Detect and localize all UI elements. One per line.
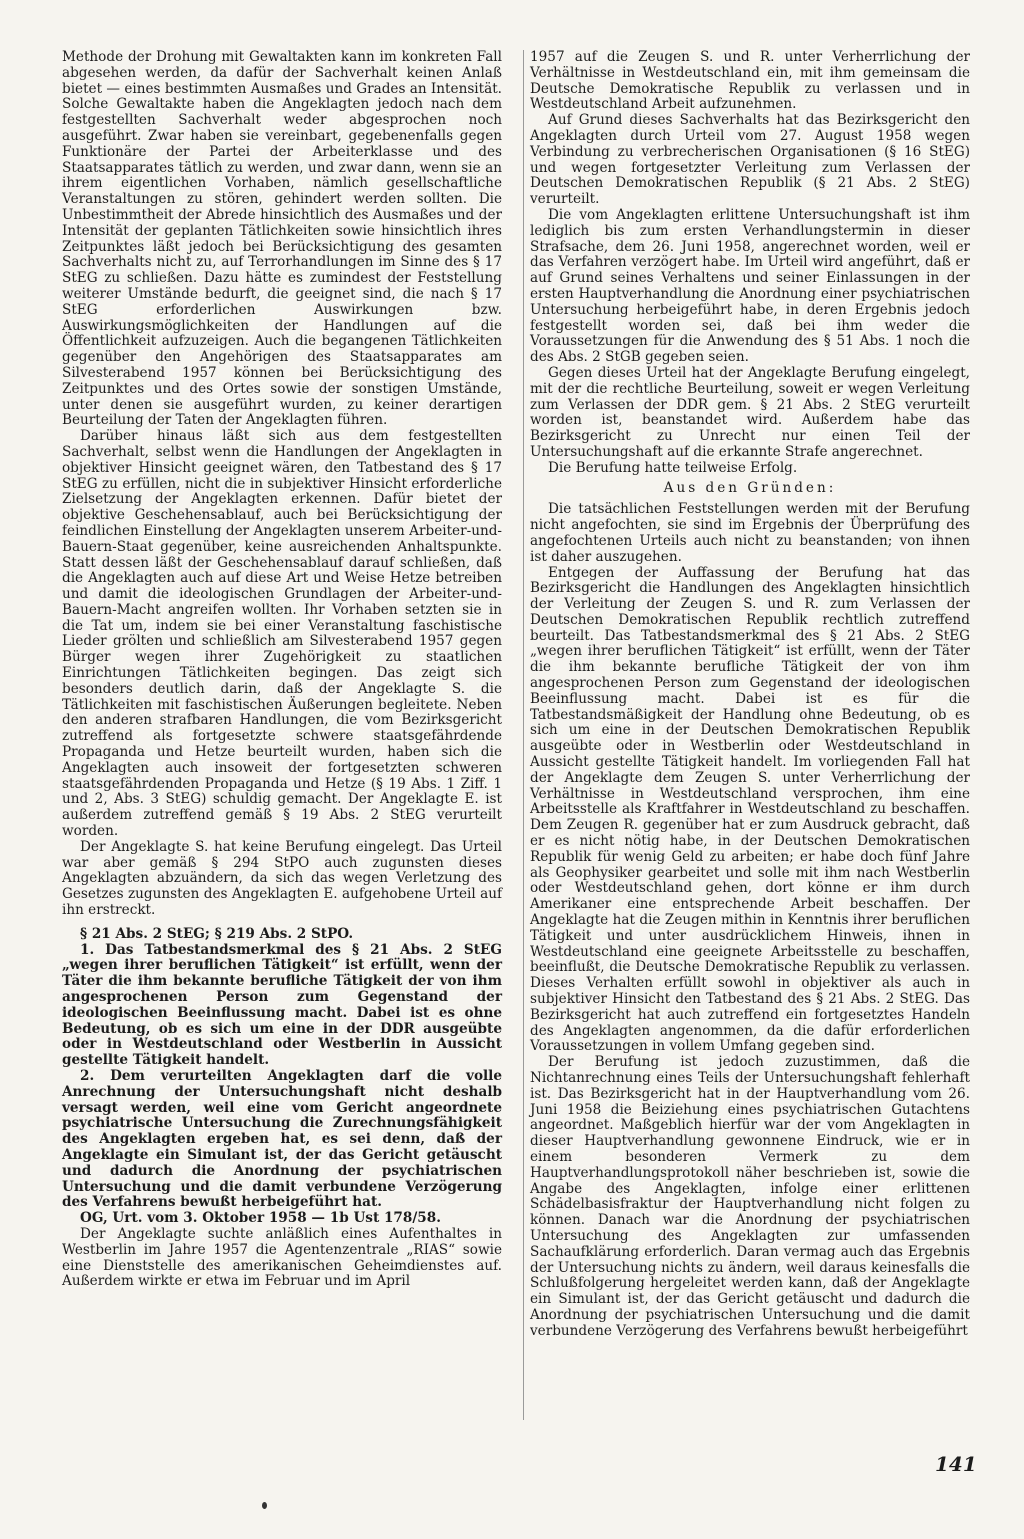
paragraph: Die vom Angeklagten erlittene Untersuchungshaft ist ihm lediglich bis zum ersten Verhandlungstermin in dieser Strafsache, dem 26. Juni 1958, angerechnet worden, weil er das Verfahren verzögert habe. Im Urteil wird angeführt, daß er auf Grund seines Verhaltens und seiner Einlassungen in der ersten Hauptverhandlung die Anordnung einer psychiatrischen Untersuchung herbeigeführt habe, in deren Ergebnis jedoch festgestellt worden sei, daß bei ihm weder die Voraussetzungen für die Anwendung des § 51 Abs. 1 noch die des Abs. 2 StGB gegeben seien. xyxy=(530,206,970,366)
section-heading: Aus den Gründen: xyxy=(663,479,837,496)
paragraph: Auf Grund dieses Sachverhalts hat das Bezirksgericht den Angeklagten durch Urteil vom 27. August 1958 wegen Verbindung zu verbrecherischen Organisationen (§ 16 StEG) und wegen fortgesetzter Verleitung zum Verlassen der Deutschen Demokratischen Republik (§ 21 Abs. 2 StEG) verurteilt. xyxy=(530,112,970,208)
statute-reference: § 21 Abs. 2 StEG; § 219 Abs. 2 StPO. xyxy=(80,925,354,942)
paragraph: Der Berufung ist jedoch zuzustimmen, daß die Nichtanrechnung eines Teils der Untersuchungshaft fehlerhaft ist. Das Bezirksgericht hat in der Hauptverhandlung vom 26. Juni 1958 die Beiziehung eines psychiatrischen Gutachtens angeordnet. Maßgeblich hierfür war der vom Angeklagten in dieser Hauptverhandlung gewonnene Eindruck, wie er in einem besonderen Vermerk zu dem Hauptverhandlungsprotokoll näher beschrieben ist, sowie die Angabe des Angeklagten, infolge einer erlittenen Schädelbasisfraktur der Hauptverhandlung nicht folgen zu können. Danach war die Anordnung der psychiatrischen Untersuchung des Angeklagten zur umfassenden Sachaufklärung erforderlich. Daran vermag auch das Ergebnis der Untersuchung nichts zu ändern, weil daraus keinesfalls die Schlußfolgerung hergeleitet werden kann, daß der Angeklagte ein Simulant ist, der das Gericht getäuscht und dadurch die Anordnung der psychiatrischen Untersuchung und die damit verbundene Verzögerung des Verfahrens bewußt herbeigeführt xyxy=(530,1054,970,1339)
paragraph: Entgegen der Auffassung der Berufung hat das Bezirksgericht die Handlungen des Angeklagten hinsichtlich der Verleitung der Zeugen S. und R. zum Verlassen der Deutschen Demokratischen Republik rechtlich zutreffend beurteilt. Das Tatbestandsmerkmal des § 21 Abs. 2 StEG „wegen ihrer beruflichen Tätigkeit“ ist erfüllt, wenn der Täter die ihm bekannte berufliche Tätigkeit der von ihm angesprochenen Person zum Gegenstand der ideologischen Beeinflussung macht. Dabei ist es für die Tatbestandsmäßigkeit der Handlung ohne Bedeutung, ob es sich um eine in der Deutschen Demokratischen Republik ausgeübte oder in Westberlin oder Westdeutschland in Aussicht gestellte Tätigkeit handelt. Im vorliegenden Fall hat der Angeklagte dem Zeugen S. unter Verherrlichung der Verhältnisse in Westdeutschland versprochen, ihm eine Arbeitsstelle als Kraftfahrer in Westdeutschland zu beschaffen. Dem Zeugen R. gegenüber hat er zum Ausdruck gebracht, daß er es nicht nötig habe, in der Deutschen Demokratischen Republik für wenig Geld zu arbeiten; er habe doch fünf Jahre als Geophysiker gearbeitet und solle mit ihm nach Westberlin oder Westdeutschland gehen, dort könne er ihm durch Amerikaner eine entsprechende Arbeit beschaffen. Der Angeklagte hat die Zeugen mithin in Kenntnis ihrer beruflichen Tätigkeit und unter ausdrücklichem Hinweis, ihnen in Westdeutschland eine geeignete Arbeitsstelle zu beschaffen, beeinflußt, die Deutsche Demokratische Republik zu verlassen. Dieses Verhalten erfüllt sowohl in objektiver als auch in subjektiver Hinsicht den Tatbestand des § 21 Abs. 2 StEG. Das Bezirksgericht hat auch zutreffend ein fortgesetztes Handeln des Angeklagten angenommen, da die dafür erforderlichen Voraussetzungen in vollem Umfang gegeben sind. xyxy=(530,564,970,1055)
paragraph: Darüber hinaus läßt sich aus dem festgestellten Sachverhalt, selbst wenn die Handlungen der Angeklagten in objektiver Hinsicht geeignet wären, den Tatbestand des § 17 StEG zu erfüllen, nicht die in subjektiver Hinsicht erforderliche Zielsetzung der Angeklagten erkennen. Dafür bietet der objektive Geschehensablauf, auch bei Berücksichtigung der feindlichen Einstellung der Angeklagten unserem Arbeiter-und-Bauern-Staat gegenüber, keine ausreichenden Anhaltspunkte. Statt dessen läßt der Geschehensablauf darauf schließen, daß die Angeklagten auch auf diese Art und Weise Hetze betreiben und damit die ideologischen Grundlagen der Arbeiter-und-Bauern-Macht angreifen wollten. Ihr Vorhaben setzten sie in die Tat um, indem sie bei einer Veranstaltung faschistische Lieder grölten und schließlich am Silvesterabend 1957 gegen Bürger wegen ihrer Zugehörigkeit zu staatlichen Einrichtungen Tätlichkeiten begingen. Das zeigt sich besonders deutlich darin, daß der Angeklagte S. die Tätlichkeiten mit faschistischen Äußerungen begleitete. Neben den anderen strafbaren Handlungen, die vom Bezirksgericht zutreffend als fortgesetzte schwere staatsgefährdende Propaganda und Hetze beurteilt wurden, haben sich die Angeklagten auch insoweit der fortgesetzten schweren staatsgefährdenden Propaganda und Hetze (§ 19 Abs. 1 Ziff. 1 und 2, Abs. 3 StEG) schuldig gemacht. Der Angeklagte E. ist außerdem zutreffend gemäß § 19 Abs. 2 StEG verurteilt worden. xyxy=(62,428,502,840)
ink-speck xyxy=(262,1502,267,1509)
paragraph: Die tatsächlichen Feststellungen werden mit der Berufung nicht angefochten, sie sind im Ergebnis der Überprüfung des angefochtenen Urteils auch nicht zu beanstanden; von ihnen ist daher auszugehen. xyxy=(530,501,970,565)
left-column xyxy=(62,50,502,1290)
page-number: 141 xyxy=(935,1452,977,1476)
right-column xyxy=(530,50,970,1340)
headnote-1: 1. Das Tatbestandsmerkmal des § 21 Abs. 2 StEG „wegen ihrer beruflichen Tätigkeit“ ist erfüllt, wenn der Täter die ihm bekannte berufliche Tätigkeit der von ihm angesprochenen Person zum Gegenstand der ideologischen Beeinflussung macht. Dabei ist es ohne Bedeutung, ob es sich um eine in der DDR ausgeübte oder in Westdeutschland oder Westberlin in Aussicht gestellte Tätigkeit handelt. xyxy=(62,941,502,1069)
paragraph: Der Angeklagte S. hat keine Berufung eingelegt. Das Urteil war aber gemäß § 294 StPO auch zugunsten dieses Angeklagten abzuändern, da sich das wegen Verletzung des Gesetzes zugunsten des Angeklagten E. aufgehobene Urteil auf ihn erstreckt. xyxy=(62,838,502,919)
paragraph: 1957 auf die Zeugen S. und R. unter Verherrlichung der Verhältnisse in Westdeutschland ein, mit ihm gemeinsam die Deutsche Demokratische Republik zu verlassen und in Westdeutschland Arbeit aufzunehmen. xyxy=(530,49,970,113)
paragraph: Die Berufung hatte teilweise Erfolg. xyxy=(548,459,798,476)
headnote-2: 2. Dem verurteilten Angeklagten darf die volle Anrechnung der Untersuchungshaft nicht deshalb versagt werden, weil eine vom Gericht angeordnete psychiatrische Untersuchung die Zurechnungsfähigkeit des Angeklagten ergeben hat, es sei denn, daß der Angeklagte ein Simulant ist, der das Gericht getäuscht und dadurch die Anordnung der psychiatrischen Untersuchung und die damit verbundene Verzögerung des Verfahrens bewußt herbeigeführt hat. xyxy=(62,1068,502,1211)
court-citation: OG, Urt. vom 3. Oktober 1958 — 1b Ust 178/58. xyxy=(80,1210,441,1227)
paragraph: Gegen dieses Urteil hat der Angeklagte Berufung eingelegt, mit der die rechtliche Beurteilung, soweit er wegen Verleitung zum Verlassen der DDR gem. § 21 Abs. 2 StEG verurteilt worden ist, beanstandet wird. Außerdem habe das Bezirksgericht zu Unrecht nur einen Teil der Untersuchungshaft auf die erkannte Strafe angerechnet. xyxy=(530,364,970,460)
paragraph: Methode der Drohung mit Gewaltakten kann im konkreten Fall abgesehen werden, da dafür der Sachverhalt keinen Anlaß bietet — eines bestimmten Ausmaßes und Grades an Intensität. Solche Gewaltakte haben die Angeklagten jedoch nach dem festgestellten Sachverhalt weder abgesprochen noch ausgeführt. Zwar haben sie vereinbart, gegebenenfalls gegen Funktionäre der Partei der Arbeiterklasse und des Staatsapparates tätlich zu werden, und zwar dann, wenn sie an ihrem eigentlichen Vorhaben, nämlich gesellschaftliche Veranstaltungen zu stören, gehindert werden sollten. Die Unbestimmtheit der Abrede hinsichtlich des Ausmaßes und der Intensität der geplanten Tätlichkeiten sowie hinsichtlich ihres Zeitpunktes läßt jedoch bei Berücksichtigung des gesamten Sachverhalts nicht zu, auf Terrorhandlungen im Sinne des § 17 StEG zu schließen. Dazu hätte es zumindest der Feststellung weiterer Umstände bedurft, die geeignet sind, die nach § 17 StEG erforderlichen Auswirkungen bzw. Auswirkungsmöglichkeiten der Handlungen auf die Öffentlichkeit aufzuzeigen. Auch die begangenen Tätlichkeiten gegenüber den Angehörigen des Staatsapparates am Silvesterabend 1957 können bei Berücksichtigung des Zeitpunktes und des Ortes sowie der sonstigen Umstände, unter denen sie ausgeführt wurden, zu keiner derartigen Beurteilung der Taten der Angeklagten führen. xyxy=(62,49,502,429)
paragraph: Der Angeklagte suchte anläßlich eines Aufenthaltes in Westberlin im Jahre 1957 die Agentenzentrale „RIAS“ sowie eine Dienststelle des amerikanischen Geheimdienstes auf. Außerdem wirkte er etwa im Februar und im April xyxy=(62,1225,502,1290)
